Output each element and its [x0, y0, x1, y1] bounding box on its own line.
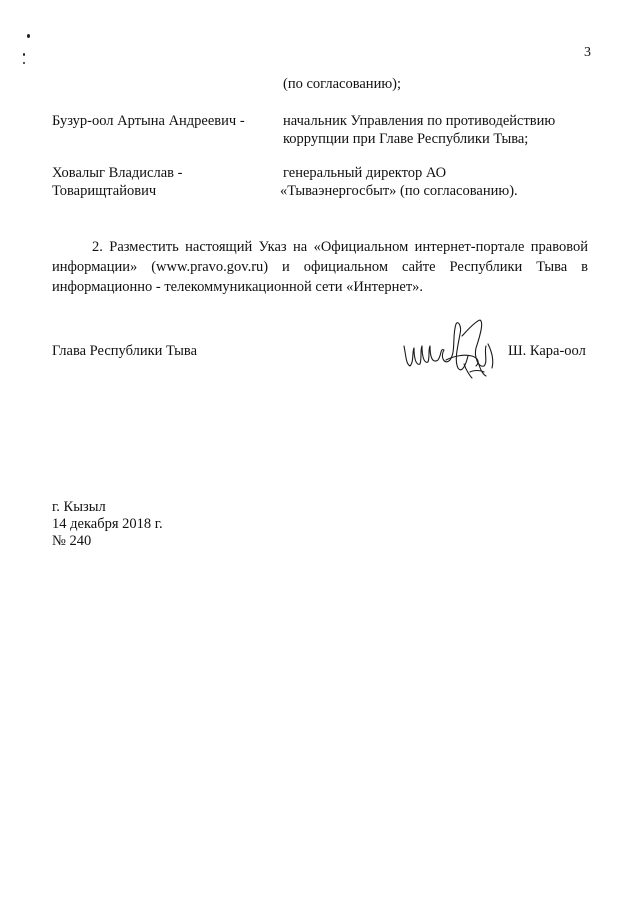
scan-speck: [23, 62, 25, 64]
page-number: 3: [584, 45, 591, 60]
member-name: Бузур-оол Артына Андреевич -: [52, 113, 245, 129]
member-position: генеральный директор АО: [283, 165, 447, 181]
issue-city: г. Кызыл: [52, 499, 106, 515]
issue-date: 14 декабря 2018 г.: [52, 516, 163, 532]
member-position: коррупции при Главе Республики Тыва;: [283, 131, 529, 147]
handwritten-signature: [400, 316, 500, 380]
member-position: начальник Управления по противодействию: [283, 113, 556, 129]
signatory-title: Глава Республики Тыва: [52, 343, 198, 359]
scan-speck: [23, 53, 25, 56]
signatory-name: Ш. Кара-оол: [508, 343, 586, 359]
member-position: (по согласованию);: [283, 76, 402, 92]
scan-speck: [27, 34, 30, 38]
decree-number: № 240: [52, 533, 92, 549]
decree-paragraph: 2. Разместить настоящий Указ на «Официальном интернет-портале правовой информации» (www.pravo.gov.ru) и официальном сайте Республики Тыва в информационно - телекоммуникационной сети «Интернет».: [52, 239, 588, 295]
member-position: «Тываэнергосбыт» (по согласованию).: [280, 183, 518, 199]
member-name: Ховалыг Владислав -: [52, 165, 183, 181]
member-name: Товарищтайович: [52, 183, 157, 199]
